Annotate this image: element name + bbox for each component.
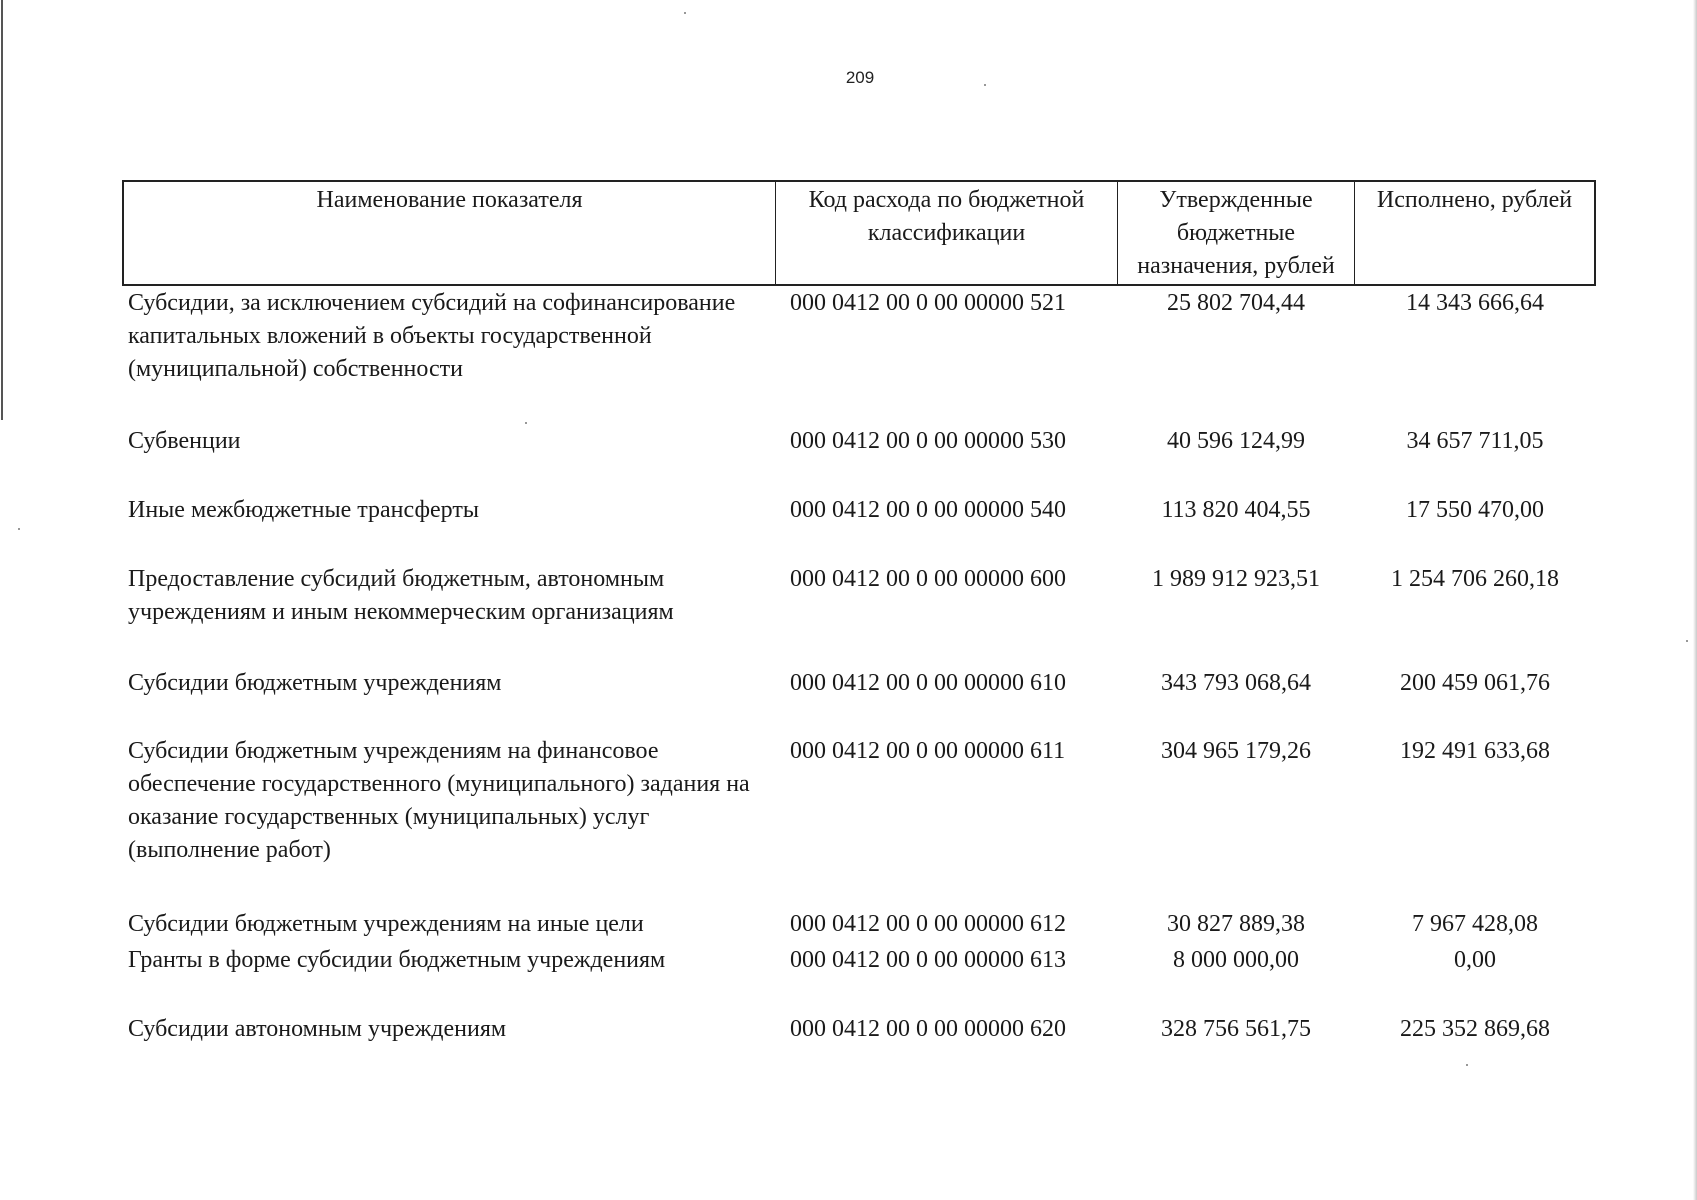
row-executed: 1 254 706 260,18 (1391, 566, 1559, 592)
row-name: Гранты в форме субсидии бюджетным учреждениям (128, 947, 666, 973)
row-code: 000 0412 00 0 00 00000 612 (790, 911, 1066, 937)
row-executed: 200 459 061,76 (1400, 670, 1550, 696)
row-executed: 7 967 428,08 (1412, 911, 1538, 937)
row-name: Субсидии, за исключением субсидий на софинансирование капитальных вложений в объекты государственной (муниципальной) собственности (128, 290, 736, 382)
scan-speck (18, 528, 20, 530)
row-executed: 225 352 869,68 (1400, 1016, 1550, 1042)
row-code: 000 0412 00 0 00 00000 600 (790, 566, 1066, 592)
scan-speck (984, 84, 986, 86)
row-code: 000 0412 00 0 00 00000 540 (790, 497, 1066, 523)
row-approved: 40 596 124,99 (1167, 428, 1305, 454)
column-header-name: Наименование показателя (124, 182, 776, 284)
row-code: 000 0412 00 0 00 00000 521 (790, 290, 1066, 316)
row-executed: 0,00 (1454, 947, 1496, 973)
row-code: 000 0412 00 0 00 00000 611 (790, 738, 1066, 764)
row-approved: 304 965 179,26 (1161, 738, 1311, 764)
column-header-executed: Исполнено, рублей (1376, 187, 1573, 213)
row-name: Субсидии бюджетным учреждениям на иные цели (128, 911, 644, 937)
table-header (122, 180, 1596, 286)
scan-speck (525, 422, 527, 424)
row-code: 000 0412 00 0 00 00000 530 (790, 428, 1066, 454)
row-approved: 343 793 068,64 (1161, 670, 1311, 696)
row-executed: 14 343 666,64 (1406, 290, 1544, 316)
scan-speck (1686, 640, 1688, 642)
page-number: 209 (845, 68, 875, 87)
row-executed: 192 491 633,68 (1400, 738, 1550, 764)
row-approved: 1 989 912 923,51 (1152, 566, 1320, 592)
row-code: 000 0412 00 0 00 00000 613 (790, 947, 1066, 973)
column-header-approved: Утвержденные бюджетные назначения, рублей (1118, 182, 1355, 284)
row-name: Субсидии бюджетным учреждениям на финансовое обеспечение государственного (муниципального) задания на оказание государственных (муниципальных) услуг (выполнение работ) (128, 738, 750, 863)
scan-speck (684, 12, 686, 14)
row-executed: 34 657 711,05 (1406, 428, 1544, 454)
row-name: Субсидии бюджетным учреждениям (128, 670, 502, 696)
column-header-code: Код расхода по бюджетной классификации (776, 182, 1118, 284)
scan-edge-left (1, 0, 3, 420)
row-code: 000 0412 00 0 00 00000 620 (790, 1016, 1066, 1042)
row-name: Предоставление субсидий бюджетным, автономным учреждениям и иным некоммерческим организациям (128, 566, 674, 625)
row-name: Субсидии автономным учреждениям (128, 1016, 507, 1042)
row-approved: 328 756 561,75 (1161, 1016, 1311, 1042)
scan-edge-right (1693, 0, 1697, 1200)
row-name: Иные межбюджетные трансферты (128, 497, 479, 523)
row-code: 000 0412 00 0 00 00000 610 (790, 670, 1066, 696)
row-approved: 30 827 889,38 (1167, 911, 1305, 937)
scan-speck (1466, 1064, 1468, 1066)
row-executed: 17 550 470,00 (1406, 497, 1544, 523)
row-name: Субвенции (128, 428, 241, 454)
row-approved: 25 802 704,44 (1167, 290, 1305, 316)
row-approved: 8 000 000,00 (1173, 947, 1299, 973)
row-approved: 113 820 404,55 (1161, 497, 1311, 523)
